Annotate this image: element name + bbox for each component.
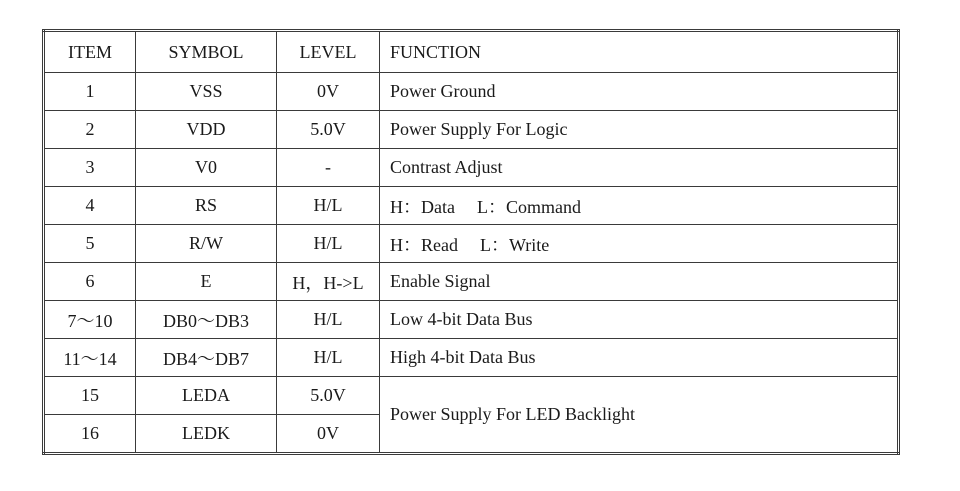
- level-cell: 0V: [277, 73, 380, 111]
- function-high-text: H：Data: [390, 196, 455, 217]
- header-level: LEVEL: [277, 31, 380, 73]
- item-cell: 3: [44, 149, 136, 187]
- item-cell: 15: [44, 377, 136, 415]
- symbol-cell: V0: [136, 149, 277, 187]
- symbol-cell: E: [136, 263, 277, 301]
- function-cell: Enable Signal: [380, 263, 899, 301]
- function-cell: Power Ground: [380, 73, 899, 111]
- symbol-cell: R/W: [136, 225, 277, 263]
- table-row: [44, 377, 899, 415]
- item-cell: 5: [44, 225, 136, 263]
- pin-definition-table: [42, 29, 900, 455]
- level-cell: -: [277, 149, 380, 187]
- item-cell: 11～14: [44, 339, 136, 377]
- level-cell: H/L: [277, 301, 380, 339]
- symbol-cell: VDD: [136, 111, 277, 149]
- header-symbol: SYMBOL: [136, 31, 277, 73]
- item-cell: 6: [44, 263, 136, 301]
- item-cell: 4: [44, 187, 136, 225]
- table-row: [44, 263, 899, 301]
- table-row: [44, 111, 899, 149]
- function-cell: [380, 225, 899, 263]
- level-cell: H/L: [277, 225, 380, 263]
- level-cell: 5.0V: [277, 377, 380, 415]
- item-cell: 7～10: [44, 301, 136, 339]
- table-row: [44, 339, 899, 377]
- level-cell: H，H->L: [277, 263, 380, 301]
- header-function: FUNCTION: [380, 31, 899, 73]
- table-body: [44, 73, 899, 454]
- function-cell: Power Supply For Logic: [380, 111, 899, 149]
- level-cell: H/L: [277, 187, 380, 225]
- level-cell: H/L: [277, 339, 380, 377]
- item-cell: 2: [44, 111, 136, 149]
- table-row: [44, 301, 899, 339]
- symbol-cell: DB4～DB7: [136, 339, 277, 377]
- function-low-text: L：Command: [476, 196, 581, 217]
- function-low-text: L：Write: [479, 234, 550, 255]
- table-header: [44, 31, 899, 73]
- item-cell: 16: [44, 415, 136, 454]
- level-cell: 5.0V: [277, 111, 380, 149]
- header-item: ITEM: [44, 31, 136, 73]
- item-cell: 1: [44, 73, 136, 111]
- symbol-cell: VSS: [136, 73, 277, 111]
- function-cell: High 4-bit Data Bus: [380, 339, 899, 377]
- header-row: [44, 31, 899, 73]
- symbol-cell: DB0～DB3: [136, 301, 277, 339]
- symbol-cell: LEDK: [136, 415, 277, 454]
- level-cell: 0V: [277, 415, 380, 454]
- function-high-text: H：Read: [390, 234, 458, 255]
- table-row: [44, 149, 899, 187]
- function-cell: Contrast Adjust: [380, 149, 899, 187]
- table-row: [44, 225, 899, 263]
- function-cell: [380, 187, 899, 225]
- function-cell-merged: Power Supply For LED Backlight: [380, 377, 899, 454]
- table-row: [44, 73, 899, 111]
- function-cell: Low 4-bit Data Bus: [380, 301, 899, 339]
- symbol-cell: LEDA: [136, 377, 277, 415]
- symbol-cell: RS: [136, 187, 277, 225]
- table-row: [44, 187, 899, 225]
